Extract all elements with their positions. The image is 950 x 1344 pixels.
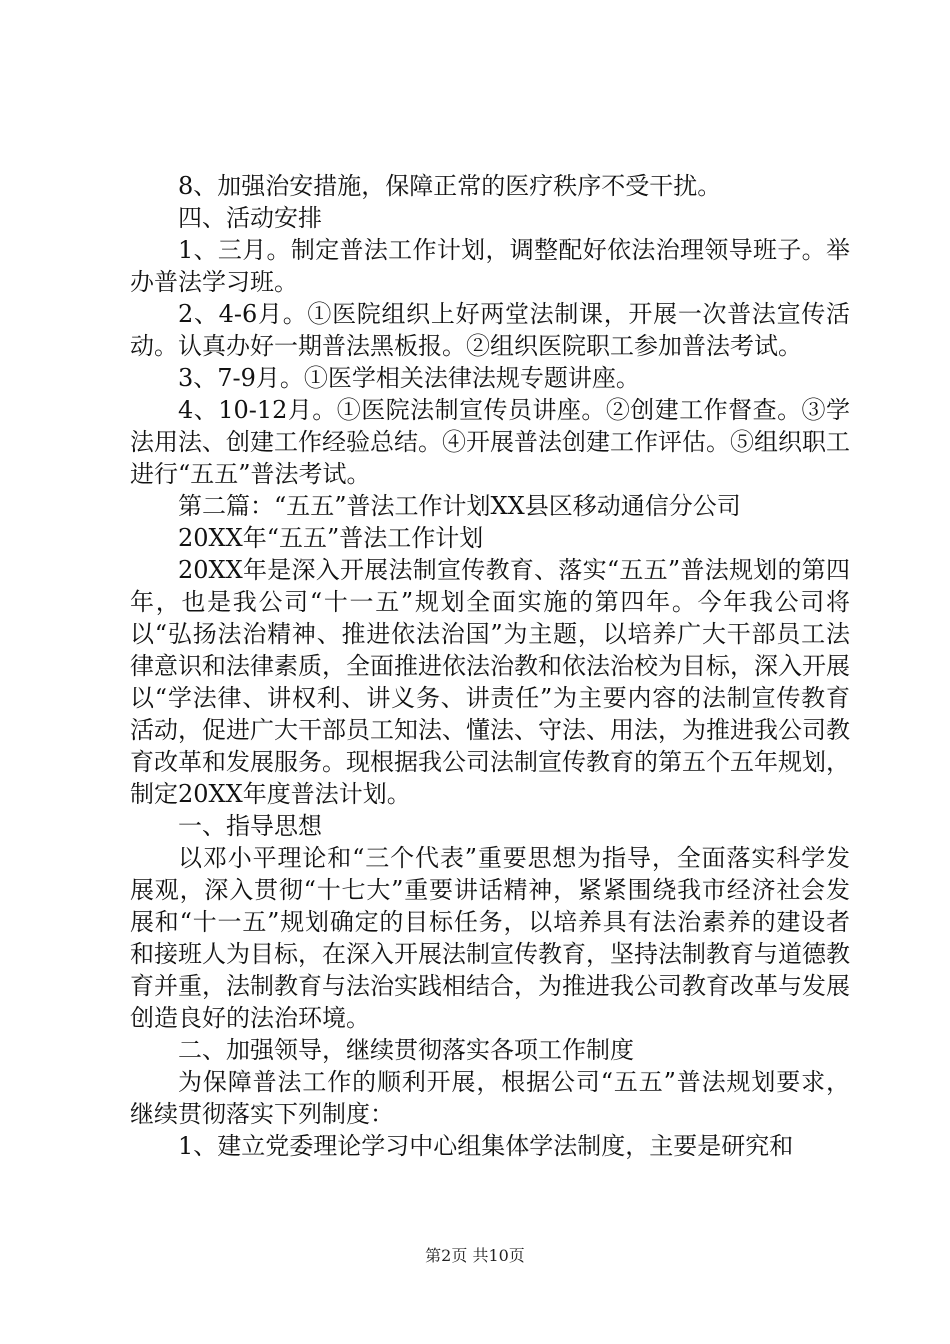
paragraph: 3、7-9月。①医学相关法律法规专题讲座。 [178,364,640,392]
paragraph: 8、加强治安措施，保障正常的医疗秩序不受干扰。 [178,172,722,200]
plan-title: 20XX年“五五”普法工作计划 [178,524,484,552]
document-body [130,170,850,1162]
paragraph: 以邓小平理论和“三个代表”重要思想为指导，全面落实科学发展观，深入贯彻“十七大”重要讲话精神，紧紧围绕我市经济社会发展和“十一五”规划确定的目标任务，以培养具有法治素养的建设者和接班人为目标，在深入开展法制宣传教育，坚持法制教育与道德教育并重，法制教育与法治实践相结合，为推进我公司教育改革与发展创造良好的法治环境。 [130,844,850,1032]
section-heading: 二、加强领导，继续贯彻落实各项工作制度 [178,1036,634,1064]
section-heading: 四、活动安排 [178,204,322,232]
section-heading: 一、指导思想 [178,812,322,840]
paragraph: 2、4-6月。①医院组织上好两堂法制课，开展一次普法宣传活动。认真办好一期普法黑板报。②组织医院职工参加普法考试。 [130,300,850,360]
paragraph: 为保障普法工作的顺利开展，根据公司“五五”普法规划要求，继续贯彻落实下列制度： [130,1068,850,1128]
paragraph: 1、三月。制定普法工作计划，调整配好依法治理领导班子。举办普法学习班。 [130,236,850,296]
paragraph: 20XX年是深入开展法制宣传教育、落实“五五”普法规划的第四年，也是我公司“十一五”规划全面实施的第四年。今年我公司将以“弘扬法治精神、推进依法治国”为主题，以培养广大干部员工法律意识和法律素质，全面推进依法治教和依法治校为目标，深入开展以“学法律、讲权利、讲义务、讲责任”为主要内容的法制宣传教育活动，促进广大干部员工知法、懂法、守法、用法，为推进我公司教育改革和发展服务。现根据我公司法制宣传教育的第五个五年规划，制定20XX年度普法计划。 [130,556,850,808]
paragraph: 1、建立党委理论学习中心组集体学法制度，主要是研究和 [178,1132,794,1160]
page-number-footer: 第2页 共10页 [425,1246,525,1265]
paragraph: 4、10-12月。①医院法制宣传员讲座。②创建工作督查。③学法用法、创建工作经验总结。④开展普法创建工作评估。⑤组织职工进行“五五”普法考试。 [130,396,850,488]
chapter-title: 第二篇：“五五”普法工作计划XX县区移动通信分公司 [178,492,741,520]
